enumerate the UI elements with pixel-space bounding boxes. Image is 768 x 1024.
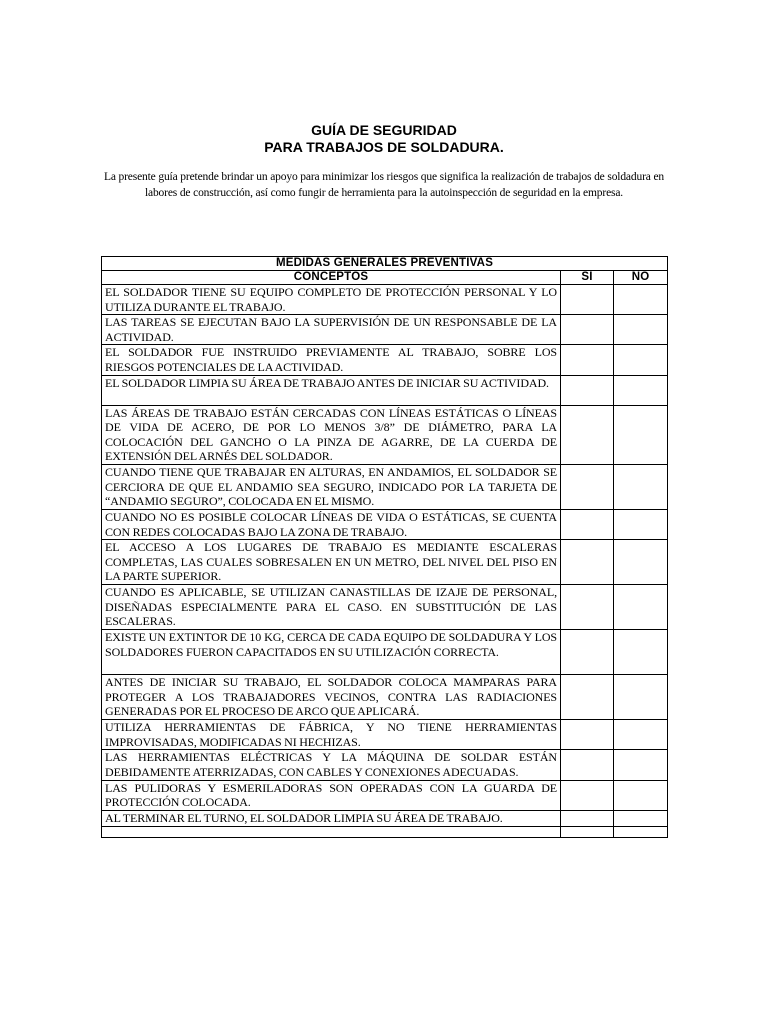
- checkbox-cell-no[interactable]: [614, 345, 668, 375]
- table-row: [102, 315, 668, 345]
- checkbox-cell-no[interactable]: [614, 405, 668, 464]
- checkbox-cell-no[interactable]: [614, 464, 668, 509]
- concept-text: LAS HERRAMIENTAS ELÉCTRICAS Y LA MÁQUINA DE SOLDAR ESTÁN DEBIDAMENTE ATERRIZADAS, CON CABLES Y CONEXIONES ADECUADAS.: [102, 750, 561, 780]
- table-row: [102, 810, 668, 826]
- checkbox-cell-no[interactable]: [614, 780, 668, 810]
- table-row: [102, 720, 668, 750]
- concept-text: EXISTE UN EXTINTOR DE 10 KG, CERCA DE CADA EQUIPO DE SOLDADURA Y LOS SOLDADORES FUERON CAPACITADOS EN SU UTILIZACIÓN CORRECTA.: [102, 630, 561, 675]
- concept-text: EL SOLDADOR FUE INSTRUIDO PREVIAMENTE AL TRABAJO, SOBRE LOS RIESGOS POTENCIALES DE LA ACTIVIDAD.: [102, 345, 561, 375]
- table-row: [102, 375, 668, 405]
- column-header-row: [102, 271, 668, 285]
- table-row: [102, 509, 668, 539]
- checkbox-cell-si[interactable]: [561, 630, 614, 675]
- checkbox-cell-si[interactable]: [561, 509, 614, 539]
- table-row: [102, 464, 668, 509]
- checkbox-cell-si[interactable]: [561, 540, 614, 585]
- checkbox-cell-si[interactable]: [561, 826, 614, 837]
- concept-text: CUANDO ES APLICABLE, SE UTILIZAN CANASTILLAS DE IZAJE DE PERSONAL, DISEÑADAS ESPECIALMENTE PARA EL CASO. EN SUBSTITUCIÓN DE LAS ESCALERAS.: [102, 585, 561, 630]
- table-row: [102, 285, 668, 315]
- checkbox-cell-si[interactable]: [561, 810, 614, 826]
- checkbox-cell-no[interactable]: [614, 540, 668, 585]
- checkbox-cell-si[interactable]: [561, 780, 614, 810]
- empty-concept-cell: [102, 826, 561, 837]
- checkbox-cell-no[interactable]: [614, 675, 668, 720]
- checkbox-cell-no[interactable]: [614, 826, 668, 837]
- concept-text: EL ACCESO A LOS LUGARES DE TRABAJO ES MEDIANTE ESCALERAS COMPLETAS, LAS CUALES SOBRESALEN EN UN METRO, DEL NIVEL DEL PISO EN LA PARTE SUPERIOR.: [102, 540, 561, 585]
- section-header-row: [102, 257, 668, 271]
- checkbox-cell-si[interactable]: [561, 405, 614, 464]
- checkbox-cell-si[interactable]: [561, 285, 614, 315]
- table-row: [102, 630, 668, 675]
- checkbox-cell-no[interactable]: [614, 630, 668, 675]
- checkbox-cell-no[interactable]: [614, 750, 668, 780]
- table-row: [102, 780, 668, 810]
- document-title: GUÍA DE SEGURIDAD: [311, 122, 457, 138]
- table-row: [102, 405, 668, 464]
- concept-text: CUANDO NO ES POSIBLE COLOCAR LÍNEAS DE VIDA O ESTÁTICAS, SE CUENTA CON REDES COLOCADAS BAJO LA ZONA DE TRABAJO.: [102, 509, 561, 539]
- table-row: [102, 345, 668, 375]
- safety-checklist-table: [101, 256, 668, 838]
- concept-text: LAS TAREAS SE EJECUTAN BAJO LA SUPERVISIÓN DE UN RESPONSABLE DE LA ACTIVIDAD.: [102, 315, 561, 345]
- checkbox-cell-si[interactable]: [561, 750, 614, 780]
- concept-text: EL SOLDADOR TIENE SU EQUIPO COMPLETO DE PROTECCIÓN PERSONAL Y LO UTILIZA DURANTE EL TRABAJO.: [102, 285, 561, 315]
- document-subtitle: PARA TRABAJOS DE SOLDADURA.: [264, 139, 504, 155]
- concept-text: CUANDO TIENE QUE TRABAJAR EN ALTURAS, EN ANDAMIOS, EL SOLDADOR SE CERCIORA DE QUE EL ANDAMIO SEA SEGURO, INDICADO POR LA TARJETA DE “ANDAMIO SEGURO”, COLOCADA EN EL MISMO.: [102, 464, 561, 509]
- empty-row: [102, 826, 668, 837]
- table-row: [102, 750, 668, 780]
- checkbox-cell-no[interactable]: [614, 315, 668, 345]
- checkbox-cell-si[interactable]: [561, 675, 614, 720]
- checkbox-cell-no[interactable]: [614, 509, 668, 539]
- column-header-concepts: CONCEPTOS: [102, 271, 561, 285]
- checkbox-cell-no[interactable]: [614, 585, 668, 630]
- checkbox-cell-si[interactable]: [561, 720, 614, 750]
- concept-text: LAS ÁREAS DE TRABAJO ESTÁN CERCADAS CON LÍNEAS ESTÁTICAS O LÍNEAS DE VIDA DE ACERO, DE POR LO MENOS 3/8” DE DIÁMETRO, PARA LA COLOCACIÓN DEL GANCHO O LA PINZA DE AGARRE, DE LA CUERDA DE EXTENSIÓN DEL ARNÉS DEL SOLDADOR.: [102, 405, 561, 464]
- checkbox-cell-no[interactable]: [614, 285, 668, 315]
- table-row: [102, 540, 668, 585]
- table-row: [102, 675, 668, 720]
- checkbox-cell-si[interactable]: [561, 375, 614, 405]
- checkbox-cell-si[interactable]: [561, 345, 614, 375]
- column-header-si: SI: [561, 271, 614, 285]
- concept-text: ANTES DE INICIAR SU TRABAJO, EL SOLDADOR COLOCA MAMPARAS PARA PROTEGER A LOS TRABAJADORES VECINOS, CONTRA LAS RADIACIONES GENERADAS POR EL PROCESO DE ARCO QUE APLICARÁ.: [102, 675, 561, 720]
- table-row: [102, 585, 668, 630]
- checkbox-cell-si[interactable]: [561, 464, 614, 509]
- checkbox-cell-si[interactable]: [561, 315, 614, 345]
- section-title: MEDIDAS GENERALES PREVENTIVAS: [102, 257, 668, 271]
- concept-text: LAS PULIDORAS Y ESMERILADORAS SON OPERADAS CON LA GUARDA DE PROTECCIÓN COLOCADA.: [102, 780, 561, 810]
- checkbox-cell-si[interactable]: [561, 585, 614, 630]
- intro-paragraph: La presente guía pretende brindar un apoyo para minimizar los riesgos que significa la realización de trabajos de soldadura en labores de construcción, así como fungir de herramienta para la autoinspección de seguridad en la empresa.: [103, 171, 665, 199]
- checkbox-cell-no[interactable]: [614, 375, 668, 405]
- concept-text: EL SOLDADOR LIMPIA SU ÁREA DE TRABAJO ANTES DE INICIAR SU ACTIVIDAD.: [102, 375, 561, 405]
- concept-text: AL TERMINAR EL TURNO, EL SOLDADOR LIMPIA SU ÁREA DE TRABAJO.: [102, 810, 561, 826]
- column-header-no: NO: [614, 271, 668, 285]
- checkbox-cell-no[interactable]: [614, 810, 668, 826]
- checkbox-cell-no[interactable]: [614, 720, 668, 750]
- concept-text: UTILIZA HERRAMIENTAS DE FÁBRICA, Y NO TIENE HERRAMIENTAS IMPROVISADAS, MODIFICADAS NI HECHIZAS.: [102, 720, 561, 750]
